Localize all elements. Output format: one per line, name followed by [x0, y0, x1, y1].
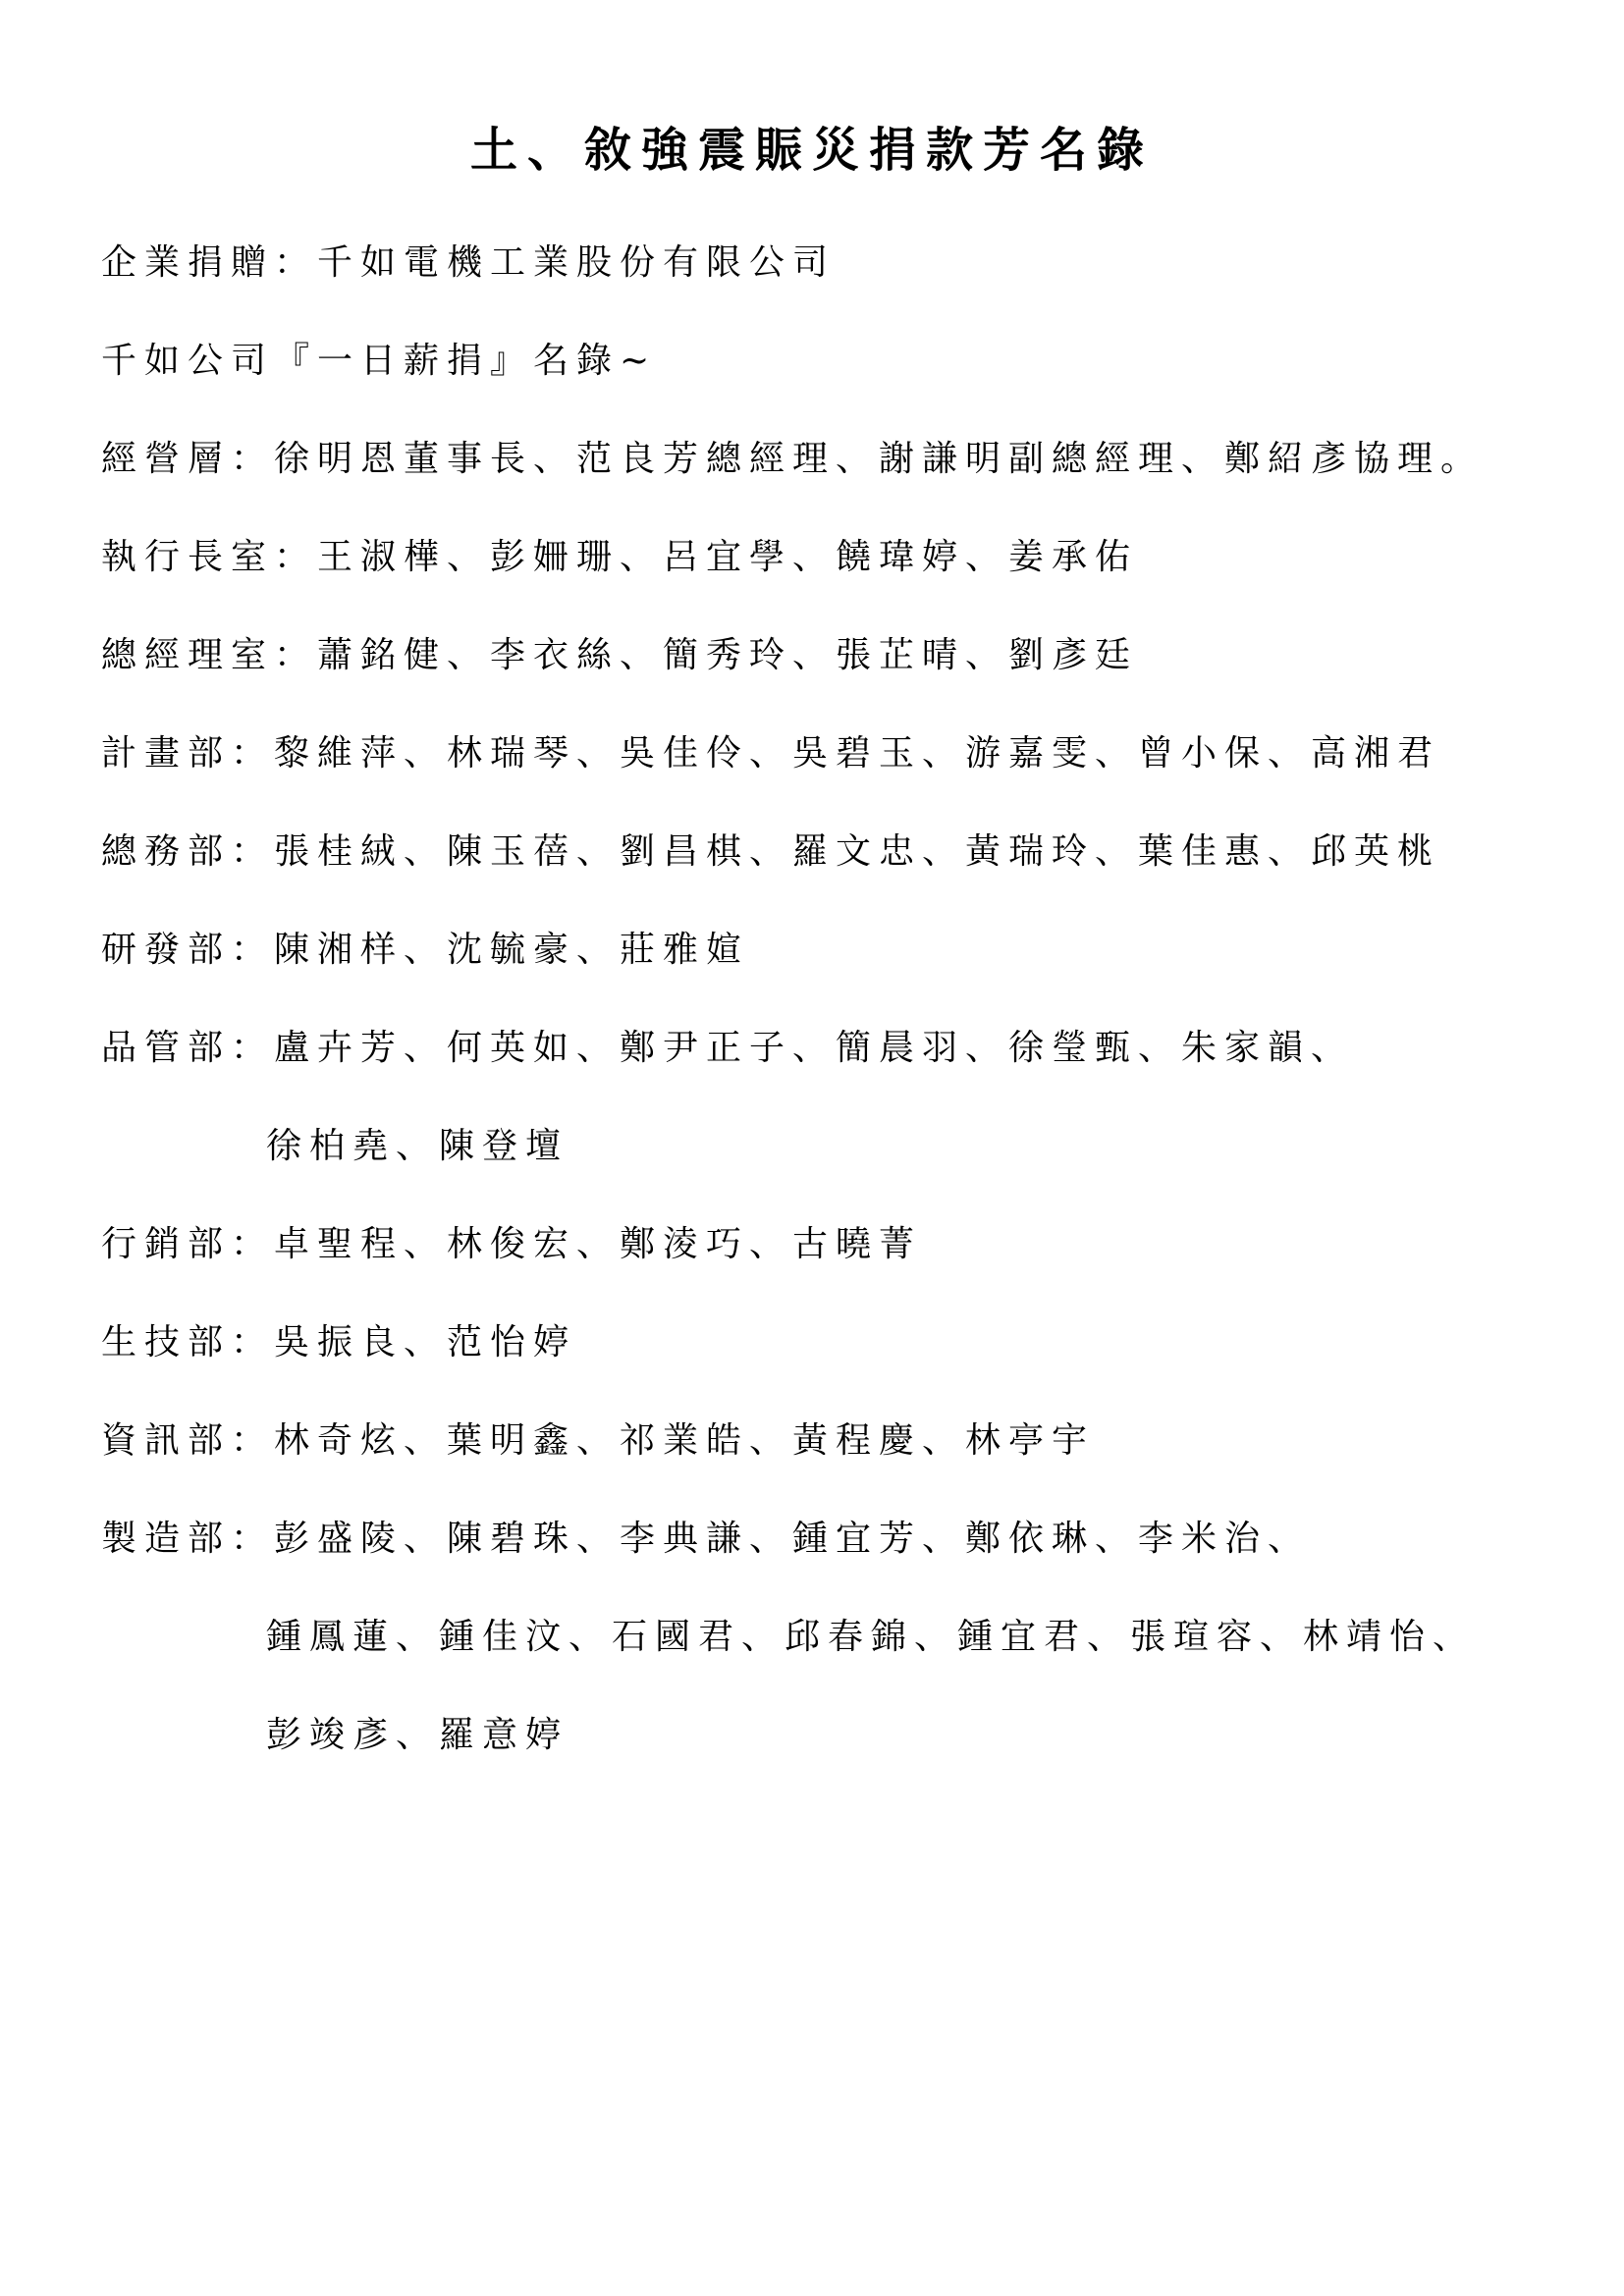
department-label: 品管部: [101, 1028, 232, 1068]
department-quality-control-continued: 徐柏堯、陳登壇: [266, 1126, 569, 1166]
department-names: 卓聖程、林俊宏、鄭淩巧、古曉菁: [274, 1224, 923, 1264]
colon: ：: [274, 537, 318, 577]
colon: ：: [274, 635, 318, 675]
department-planning: [101, 705, 1574, 803]
colon: ：: [231, 1519, 275, 1559]
department-quality-control: [101, 999, 1574, 1097]
page-title: 土、敘強震賑災捐款芳名錄: [469, 123, 1154, 178]
department-label: 執行長室: [101, 537, 275, 577]
donor-list: [101, 214, 1574, 1785]
corporate-donation-line: 企業捐贈：千如電機工業股份有限公司: [101, 242, 837, 283]
colon: ：: [231, 930, 275, 970]
department-names: 吳振良、范怡婷: [274, 1322, 577, 1362]
department-label: 製造部: [101, 1519, 232, 1559]
department-label: 總務部: [101, 831, 232, 872]
department-gm-office: [101, 607, 1574, 705]
department-manufacturing-continued-1: 鍾鳳蓮、鍾佳汶、石國君、邱春錦、鍾宜君、張瑄容、林靖怡、: [266, 1617, 1477, 1657]
department-label: 資訊部: [101, 1420, 232, 1461]
colon: ：: [231, 1224, 275, 1264]
salary-donation-heading: 千如公司『一日薪捐』名錄~: [101, 341, 658, 381]
colon: ：: [231, 1322, 275, 1362]
colon: ：: [231, 733, 275, 774]
colon: ：: [231, 1028, 275, 1068]
department-management: [101, 410, 1574, 508]
department-names: 彭盛陵、陳碧珠、李典謙、鍾宜芳、鄭依琳、李米治、: [274, 1519, 1312, 1559]
department-rnd: [101, 901, 1574, 999]
colon: ：: [231, 831, 275, 872]
department-marketing: [101, 1196, 1574, 1294]
department-names: 王淑樺、彭姍珊、呂宜學、饒瑋婷、姜承佑: [317, 537, 1139, 577]
colon: ：: [231, 439, 275, 479]
department-label: 行銷部: [101, 1224, 232, 1264]
department-label: 總經理室: [101, 635, 275, 675]
department-manufacturing: [101, 1490, 1574, 1588]
department-general-affairs: [101, 803, 1574, 901]
department-ceo-office: [101, 508, 1574, 607]
department-names: 張桂絨、陳玉蓓、劉昌棋、羅文忠、黃瑞玲、葉佳惠、邱英桃: [274, 831, 1441, 872]
department-it: [101, 1392, 1574, 1490]
department-names: 蕭銘健、李衣絲、簡秀玲、張芷晴、劉彥廷: [317, 635, 1139, 675]
department-label: 生技部: [101, 1322, 232, 1362]
department-biotech: [101, 1294, 1574, 1392]
department-manufacturing-continued-2: 彭竣彥、羅意婷: [266, 1715, 569, 1755]
department-label: 研發部: [101, 930, 232, 970]
department-label: 計畫部: [101, 733, 232, 774]
department-names: 陳湘样、沈毓豪、莊雅媗: [274, 930, 750, 970]
colon: ：: [231, 1420, 275, 1461]
department-names: 林奇炫、葉明鑫、祁業皓、黃程慶、林亭宇: [274, 1420, 1096, 1461]
department-label: 經營層: [101, 439, 232, 479]
department-names: 徐明恩董事長、范良芳總經理、謝謙明副總經理、鄭紹彥協理。: [274, 439, 1485, 479]
department-names: 盧卉芳、何英如、鄭尹正子、簡晨羽、徐瑩甄、朱家韻、: [274, 1028, 1355, 1068]
department-names: 黎維萍、林瑞琴、吳佳伶、吳碧玉、游嘉雯、曾小保、高湘君: [274, 733, 1441, 774]
